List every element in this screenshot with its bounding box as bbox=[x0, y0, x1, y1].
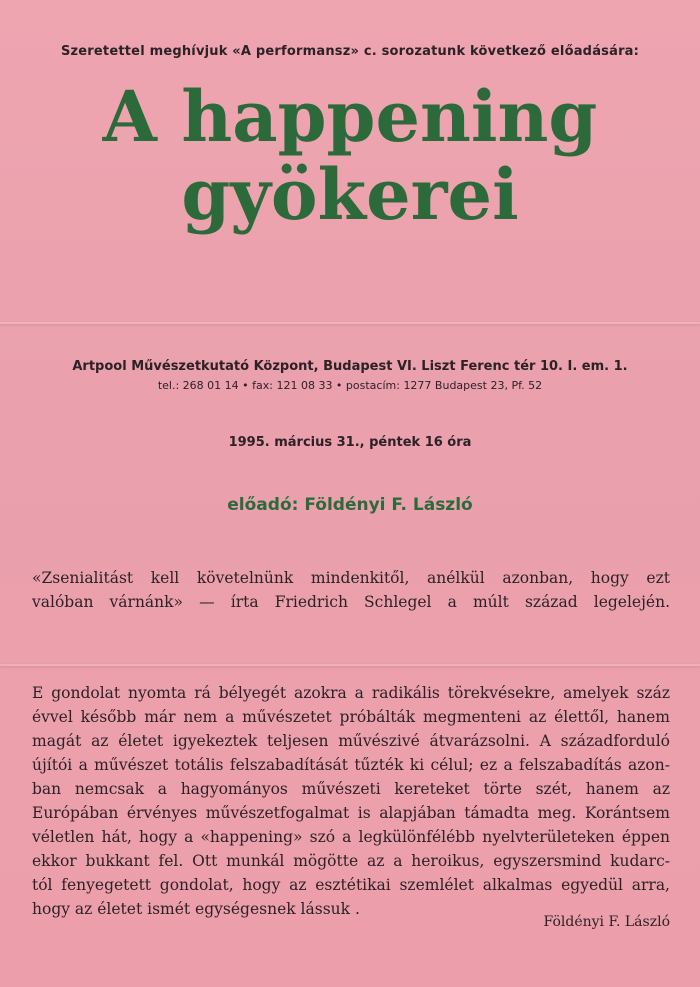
body-line: véletlen hát, hogy a «happening» szó a legkülönfélébb nyelvterületeken éppen bbox=[32, 828, 670, 846]
paper-fold-line bbox=[0, 664, 700, 666]
paper-fold-line bbox=[0, 322, 700, 324]
body-line: magát az életet igyekeztek teljesen művészivé átvarázsolni. A századforduló bbox=[32, 732, 670, 750]
body-line: újítói a művészet totális felszabadítását tűzték ki célul; ez a felszabadítás azon- bbox=[32, 756, 670, 774]
author-signature: Földényi F. László bbox=[543, 914, 670, 930]
title-line-2: gyökerei bbox=[181, 153, 519, 236]
quote-line-2: valóban várnánk» — írta Friedrich Schlegel a múlt század legelején. bbox=[32, 593, 670, 611]
body-line: évvel később már nem a művészetet próbálták megmenteni az élettől, hanem bbox=[32, 708, 670, 726]
body-line: E gondolat nyomta rá bélyegét azokra a radikális törekvésekre, amelyek száz bbox=[32, 684, 670, 702]
title-line-1: A happening bbox=[102, 75, 598, 158]
contact-info: tel.: 268 01 14 • fax: 121 08 33 • postacím: 1277 Budapest 23, Pf. 52 bbox=[157, 379, 543, 392]
poster-title bbox=[0, 75, 700, 236]
venue-address: Artpool Művészetkutató Központ, Budapest VI. Liszt Ferenc tér 10. I. em. 1. bbox=[72, 359, 628, 374]
schlegel-quote bbox=[32, 566, 670, 614]
body-line: ekkor bukkant fel. Ott munkál mögötte az a heroikus, egyszersmind kudarc- bbox=[32, 852, 670, 870]
body-line: hogy az életet ismét egységesnek lássuk . bbox=[32, 900, 360, 918]
body-line: ban nemcsak a hagyományos művészeti kereteket törte szét, hanem az bbox=[32, 780, 670, 798]
quote-line-1: «Zsenialitást kell követelnünk mindenkitől, anélkül azonban, hogy ezt bbox=[32, 569, 670, 587]
body-line: tól fenyegetett gondolat, hogy az esztétikai szemlélet alkalmas egyedül arra, bbox=[32, 876, 670, 894]
event-date: 1995. március 31., péntek 16 óra bbox=[228, 435, 472, 450]
speaker-line: előadó: Földényi F. László bbox=[227, 495, 473, 515]
body-paragraph bbox=[32, 681, 670, 921]
invitation-line: Szeretettel meghívjuk «A performansz» c. sorozatunk következő előadására: bbox=[60, 44, 640, 59]
body-line: Európában érvényes művészetfogalmat is alapjában támadta meg. Korántsem bbox=[32, 804, 670, 822]
